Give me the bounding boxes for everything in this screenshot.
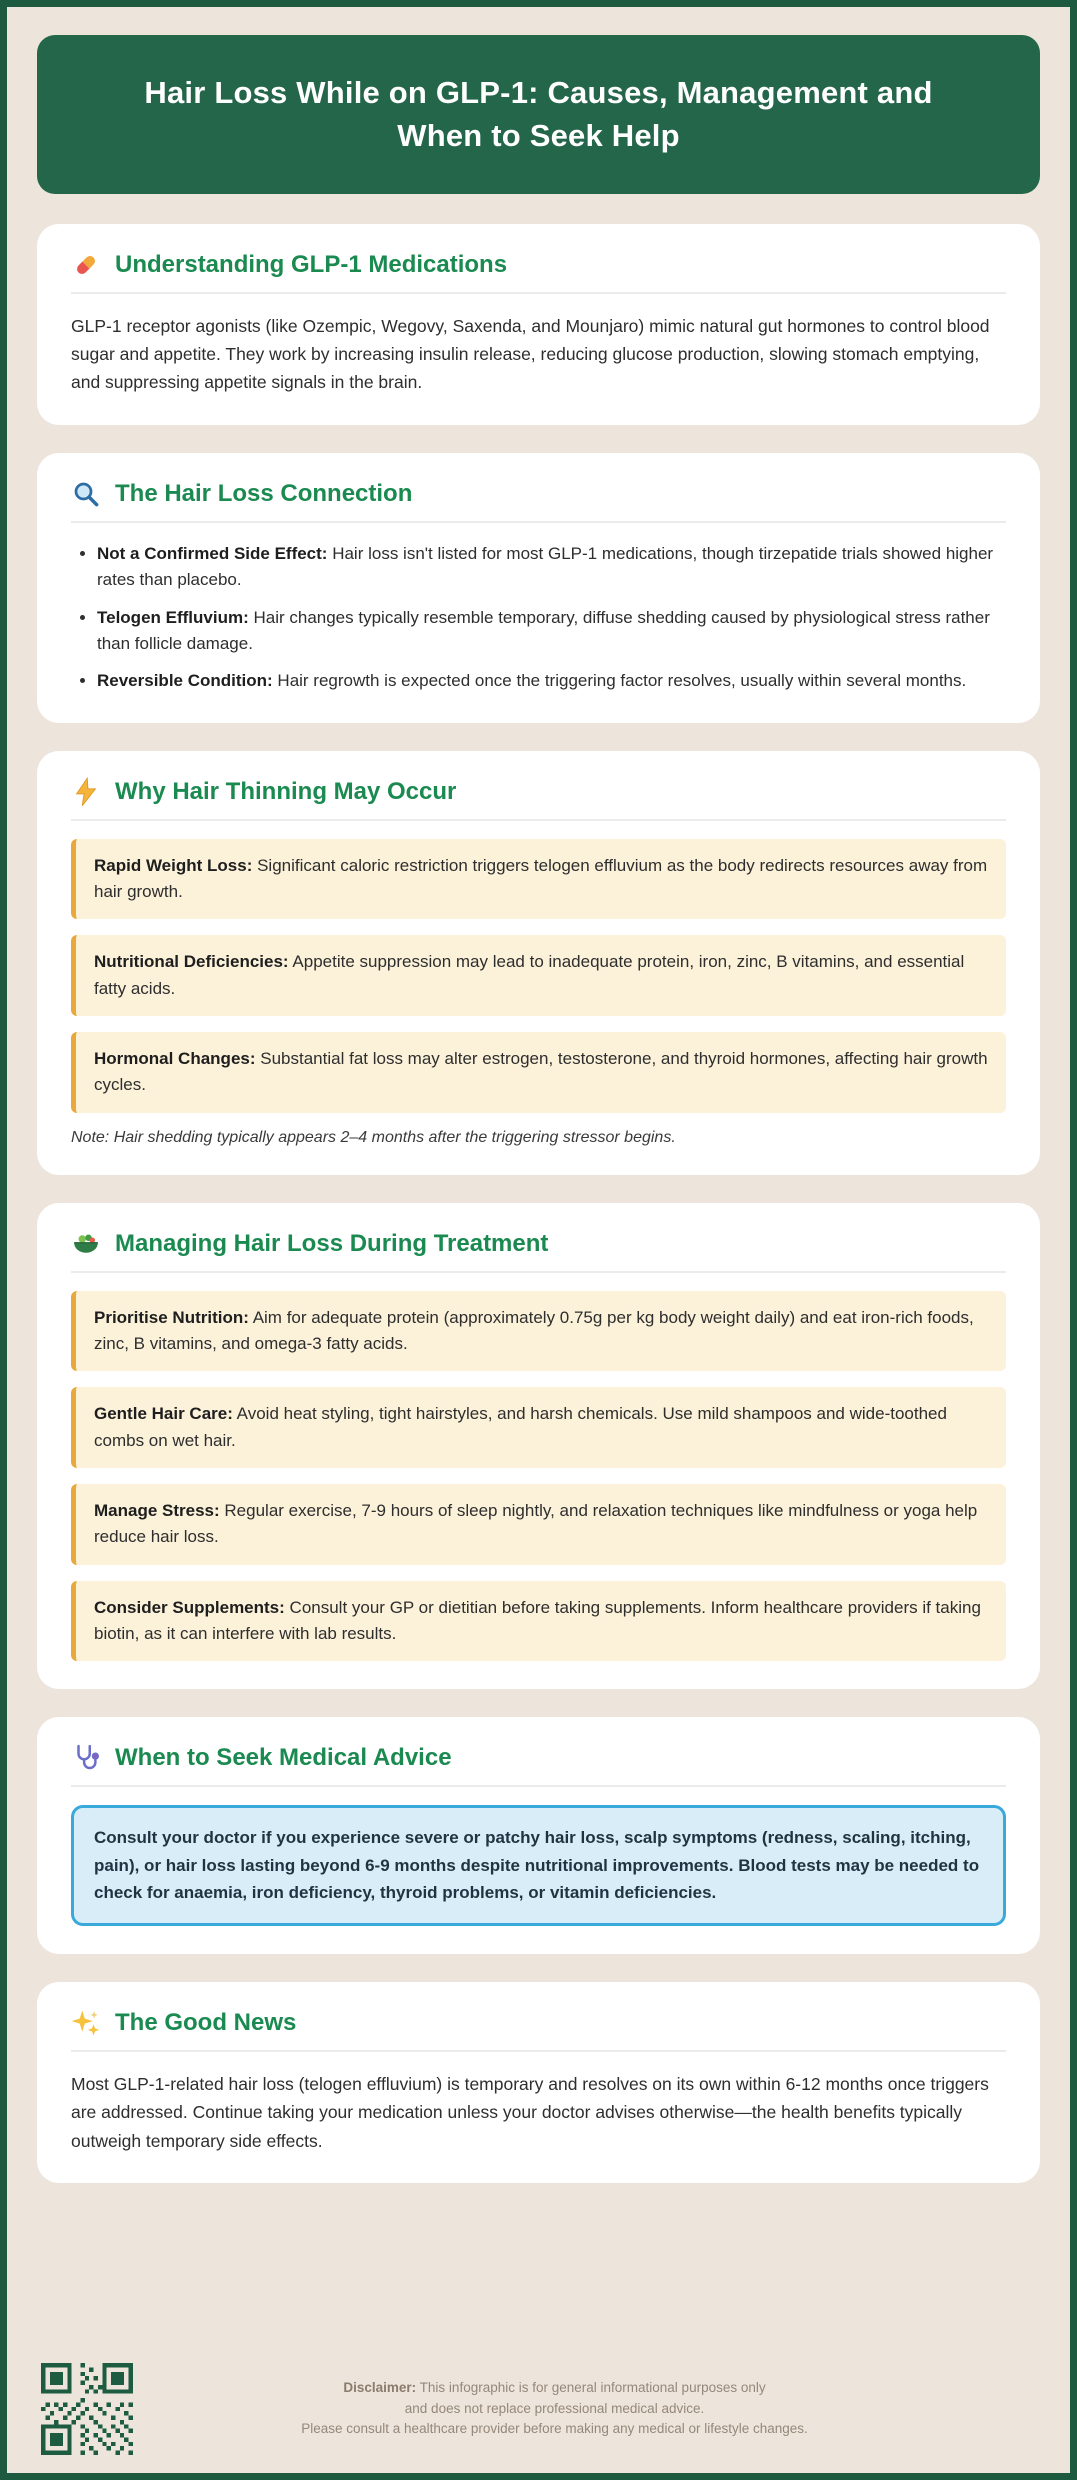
section-hair-loss-connection: [37, 453, 1040, 723]
section-managing-hair-loss: [37, 1203, 1040, 1690]
section-heading: Managing Hair Loss During Treatment: [115, 1229, 549, 1257]
box-lead: Consider Supplements:: [94, 1597, 285, 1617]
section-header: [71, 1743, 1006, 1787]
disclaimer-text-primary: [332, 2378, 777, 2420]
bullet-lead: Reversible Condition:: [97, 671, 273, 691]
page-title: Hair Loss While on GLP-1: Causes, Management and When to Seek Help: [144, 75, 933, 154]
management-box: [71, 1291, 1006, 1372]
section-heading: Understanding GLP-1 Medications: [115, 250, 508, 278]
box-lead: Prioritise Nutrition:: [94, 1307, 249, 1327]
box-lead: Manage Stress:: [94, 1500, 220, 1520]
management-box: [71, 1387, 1006, 1468]
box-lead: Gentle Hair Care:: [94, 1404, 233, 1424]
list-item: [97, 605, 1006, 658]
cause-box: [71, 935, 1006, 1016]
qr-code: [41, 2363, 133, 2455]
section-header: [71, 250, 1006, 294]
box-text: Substantial fat loss may alter estrogen, testosterone, and thyroid hormones, affecting hair growth cycles.: [94, 1048, 988, 1095]
cause-box: [71, 1032, 1006, 1113]
section-heading: The Hair Loss Connection: [115, 479, 413, 507]
medical-advice-box: [71, 1805, 1006, 1926]
section-body: GLP-1 receptor agonists (like Ozempic, Wegovy, Saxenda, and Mounjaro) mimic natural gut hormones to control blood sugar and appetite. They work by increasing insulin release, reducing glucose production, slowing stomach emptying, and suppressing appetite signals in the brain.: [71, 315, 990, 393]
box-text: Avoid heat styling, tight hairstyles, and harsh chemicals. Use mild shampoos and wide-toothed combs on wet hair.: [94, 1404, 947, 1450]
pill-icon: [71, 250, 101, 280]
advice-text: Consult your doctor if you experience severe or patchy hair loss, scalp symptoms (redness, scaling, itching, pain), or hair loss lasting beyond 6-9 months despite nutritional improvements. Blood tests may be needed to check for anaemia, iron deficiency, thyroid problems, or vitamin deficiencies.: [94, 1828, 980, 1903]
box-text: Appetite suppression may lead to inadequate protein, iron, zinc, B vitamins, and essential fatty acids.: [94, 952, 965, 998]
box-text: Regular exercise, 7-9 hours of sleep nightly, and relaxation techniques like mindfulness or yoga help reduce hair loss.: [94, 1500, 978, 1547]
disclaimer-text-secondary: Please consult a healthcare provider before making any medical or lifestyle changes.: [301, 2421, 808, 2437]
section-header: [71, 479, 1006, 523]
box-lead: Rapid Weight Loss:: [94, 855, 253, 875]
section-heading: The Good News: [115, 2008, 297, 2036]
bullet-text: Hair regrowth is expected once the triggering factor resolves, usually within several months.: [272, 671, 967, 691]
management-box: [71, 1581, 1006, 1662]
disclaimer-lead: Disclaimer:: [343, 2379, 417, 2395]
section-good-news: [37, 1982, 1040, 2183]
timing-note: Note: Hair shedding typically appears 2–4 months after the triggering stressor begins.: [71, 1128, 676, 1146]
section-header: [71, 2008, 1006, 2052]
disclaimer-text: This infographic is for general informational purposes only and does not replace professional medical advice.: [404, 2379, 766, 2416]
sparkles-icon: [71, 2008, 101, 2038]
footer: [37, 2353, 1040, 2459]
section-heading: Why Hair Thinning May Occur: [115, 777, 457, 805]
connection-list: [71, 541, 1006, 695]
header-banner: [37, 35, 1040, 194]
bullet-text: Hair changes typically resemble temporary, diffuse shedding caused by physiological stress rather than follicle damage.: [97, 607, 990, 653]
management-box: [71, 1484, 1006, 1565]
section-heading: When to Seek Medical Advice: [115, 1744, 452, 1772]
magnifying-glass-icon: [71, 479, 101, 509]
bullet-lead: Telogen Effluvium:: [97, 607, 249, 627]
salad-icon: [71, 1229, 101, 1259]
good-news-text: Most GLP-1-related hair loss (telogen effluvium) is temporary and resolves on its own within 6-12 months once triggers are addressed. Continue taking your medication unless your doctor advises otherwise—the health benefits typically outweigh temporary side effects.: [71, 2073, 989, 2151]
box-lead: Hormonal Changes:: [94, 1048, 256, 1068]
section-why-thinning-occurs: [37, 751, 1040, 1175]
bullet-text: Hair loss isn't listed for most GLP-1 medications, though tirzepatide trials showed higher rates than placebo.: [97, 543, 994, 590]
stethoscope-icon: [71, 1743, 101, 1773]
section-understanding-glp1: [37, 224, 1040, 425]
list-item: [97, 541, 1006, 594]
section-header: [71, 777, 1006, 821]
cause-box: [71, 839, 1006, 920]
box-text: Consult your GP or dietitian before taking supplements. Inform healthcare providers if taking biotin, as it can interfere with lab results.: [94, 1597, 981, 1643]
box-text: Significant caloric restriction triggers telogen effluvium as the body redirects resources away from hair growth.: [94, 855, 988, 901]
section-header: [71, 1229, 1006, 1273]
list-item: [97, 668, 1006, 694]
lightning-icon: [71, 777, 101, 807]
box-lead: Nutritional Deficiencies:: [94, 952, 289, 972]
box-text: Aim for adequate protein (approximately 0.75g per kg body weight daily) and eat iron-rich foods, zinc, B vitamins, and omega-3 fatty acids.: [94, 1307, 974, 1353]
section-medical-advice: [37, 1717, 1040, 1954]
disclaimer: [133, 2378, 1036, 2441]
bullet-lead: Not a Confirmed Side Effect:: [97, 543, 328, 563]
